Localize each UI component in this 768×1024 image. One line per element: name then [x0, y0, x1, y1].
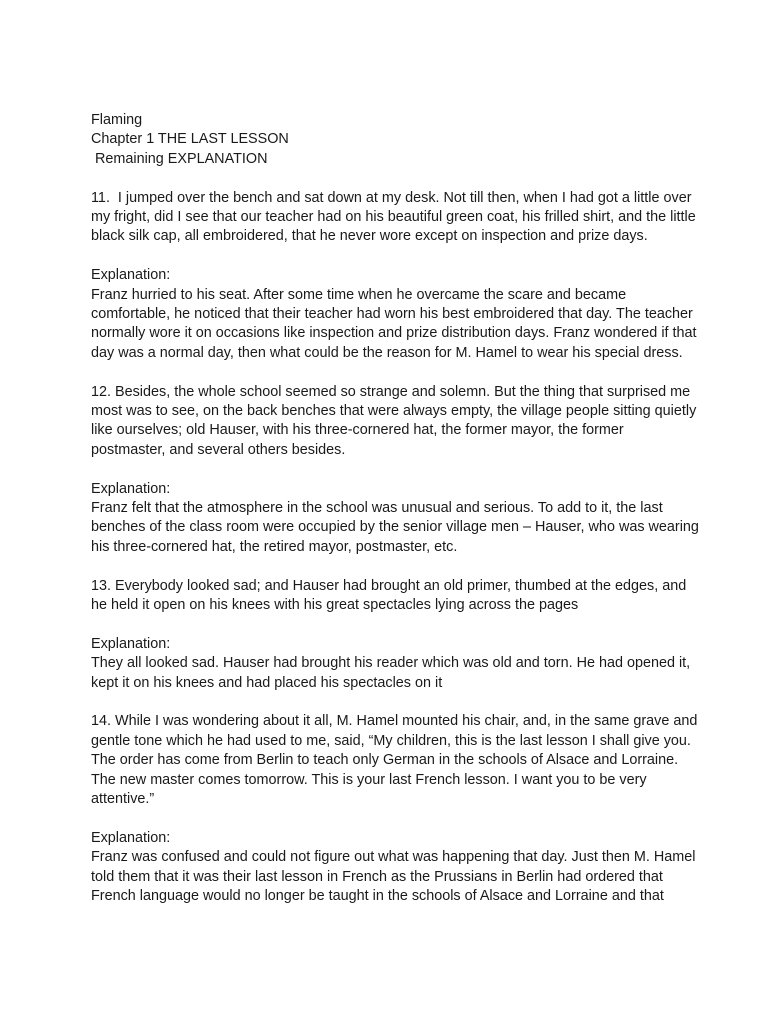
text-line: Explanation: [91, 267, 171, 284]
paragraph [91, 712, 698, 809]
section-subtitle: Remaining EXPLANATION [91, 150, 268, 167]
paragraph-gap [91, 810, 691, 829]
text-line: Explanation: [91, 829, 171, 846]
text-line: The order has come from Berlin to teach only German in the schools of Alsace and Lorraine. [91, 752, 679, 769]
paragraph [91, 383, 697, 461]
text-line: kept it on his knees and had placed his spectacles on it [91, 674, 443, 691]
paragraph [91, 635, 691, 693]
text-line: 11. I jumped over the bench and sat down at my desk. Not till then, when I had got a little over [91, 189, 692, 206]
text-line: 12. Besides, the whole school seemed so strange and solemn. But the thing that surprised me [91, 383, 691, 400]
text-line: day was a normal day, then what could be the reason for M. Hamel to wear his special dress. [91, 344, 683, 361]
text-line: The new master comes tomorrow. This is your last French lesson. I want you to be very [91, 771, 647, 788]
header-title: Flaming [91, 112, 143, 128]
text-line: gentle tone which he had used to me, said, “My children, this is the last lesson I shall give you. [91, 732, 691, 749]
text-line: 13. Everybody looked sad; and Hauser had brought an old primer, thumbed at the edges, and [91, 577, 687, 594]
text-line: his three-cornered hat, the retired mayor, postmaster, etc. [91, 538, 458, 555]
document-header [91, 111, 691, 169]
paragraph-gap [91, 460, 691, 479]
paragraph-gap [91, 615, 691, 634]
text-line: Franz hurried to his seat. After some time when he overcame the scare and became [91, 286, 627, 303]
document-page [91, 111, 699, 907]
text-line: 14. While I was wondering about it all, M. Hamel mounted his chair, and, in the same grave and [91, 713, 698, 730]
document-body [91, 189, 699, 907]
paragraph [91, 266, 697, 363]
text-line: Franz felt that the atmosphere in the school was unusual and serious. To add to it, the last [91, 500, 663, 517]
paragraph [91, 480, 699, 558]
paragraph-gap [91, 247, 691, 266]
paragraph [91, 577, 691, 616]
paragraph-gap [91, 557, 691, 576]
text-line: my fright, did I see that our teacher had on his beautiful green coat, his frilled shirt, and the little [91, 209, 696, 226]
text-line: Explanation: [91, 480, 171, 497]
paragraph [91, 829, 696, 907]
text-line: Explanation: [91, 635, 171, 652]
text-line: like ourselves; old Hauser, with his three-cornered hat, the former mayor, the former [91, 422, 624, 439]
text-line: postmaster, and several others besides. [91, 441, 346, 458]
text-line: They all looked sad. Hauser had brought his reader which was old and torn. He had opened it, [91, 655, 691, 672]
paragraph-gap [91, 693, 691, 712]
text-line: black silk cap, all embroidered, that he never wore except on inspection and prize days. [91, 228, 648, 245]
text-line: benches of the class room were occupied by the senior village men – Hauser, who was wearing [91, 519, 699, 536]
text-line: told them that it was their last lesson in French as the Prussians in Berlin had ordered that [91, 868, 663, 885]
paragraph-gap [91, 169, 691, 188]
paragraph-gap [91, 363, 691, 382]
chapter-title: Chapter 1 THE LAST LESSON [91, 131, 289, 148]
text-line: attentive.” [91, 791, 155, 808]
text-line: French language would no longer be taught in the schools of Alsace and Lorraine and that [91, 888, 664, 905]
text-line: normally wore it on occasions like inspection and prize distribution days. Franz wondered if that [91, 325, 697, 342]
text-line: Franz was confused and could not figure out what was happening that day. Just then M. Hamel [91, 849, 696, 866]
text-line: he held it open on his knees with his great spectacles lying across the pages [91, 597, 579, 614]
text-line: most was to see, on the back benches that were always empty, the village people sitting quietly [91, 403, 697, 420]
text-line: comfortable, he noticed that their teacher had worn his best embroidered that day. The teacher [91, 306, 693, 323]
paragraph [91, 189, 696, 247]
